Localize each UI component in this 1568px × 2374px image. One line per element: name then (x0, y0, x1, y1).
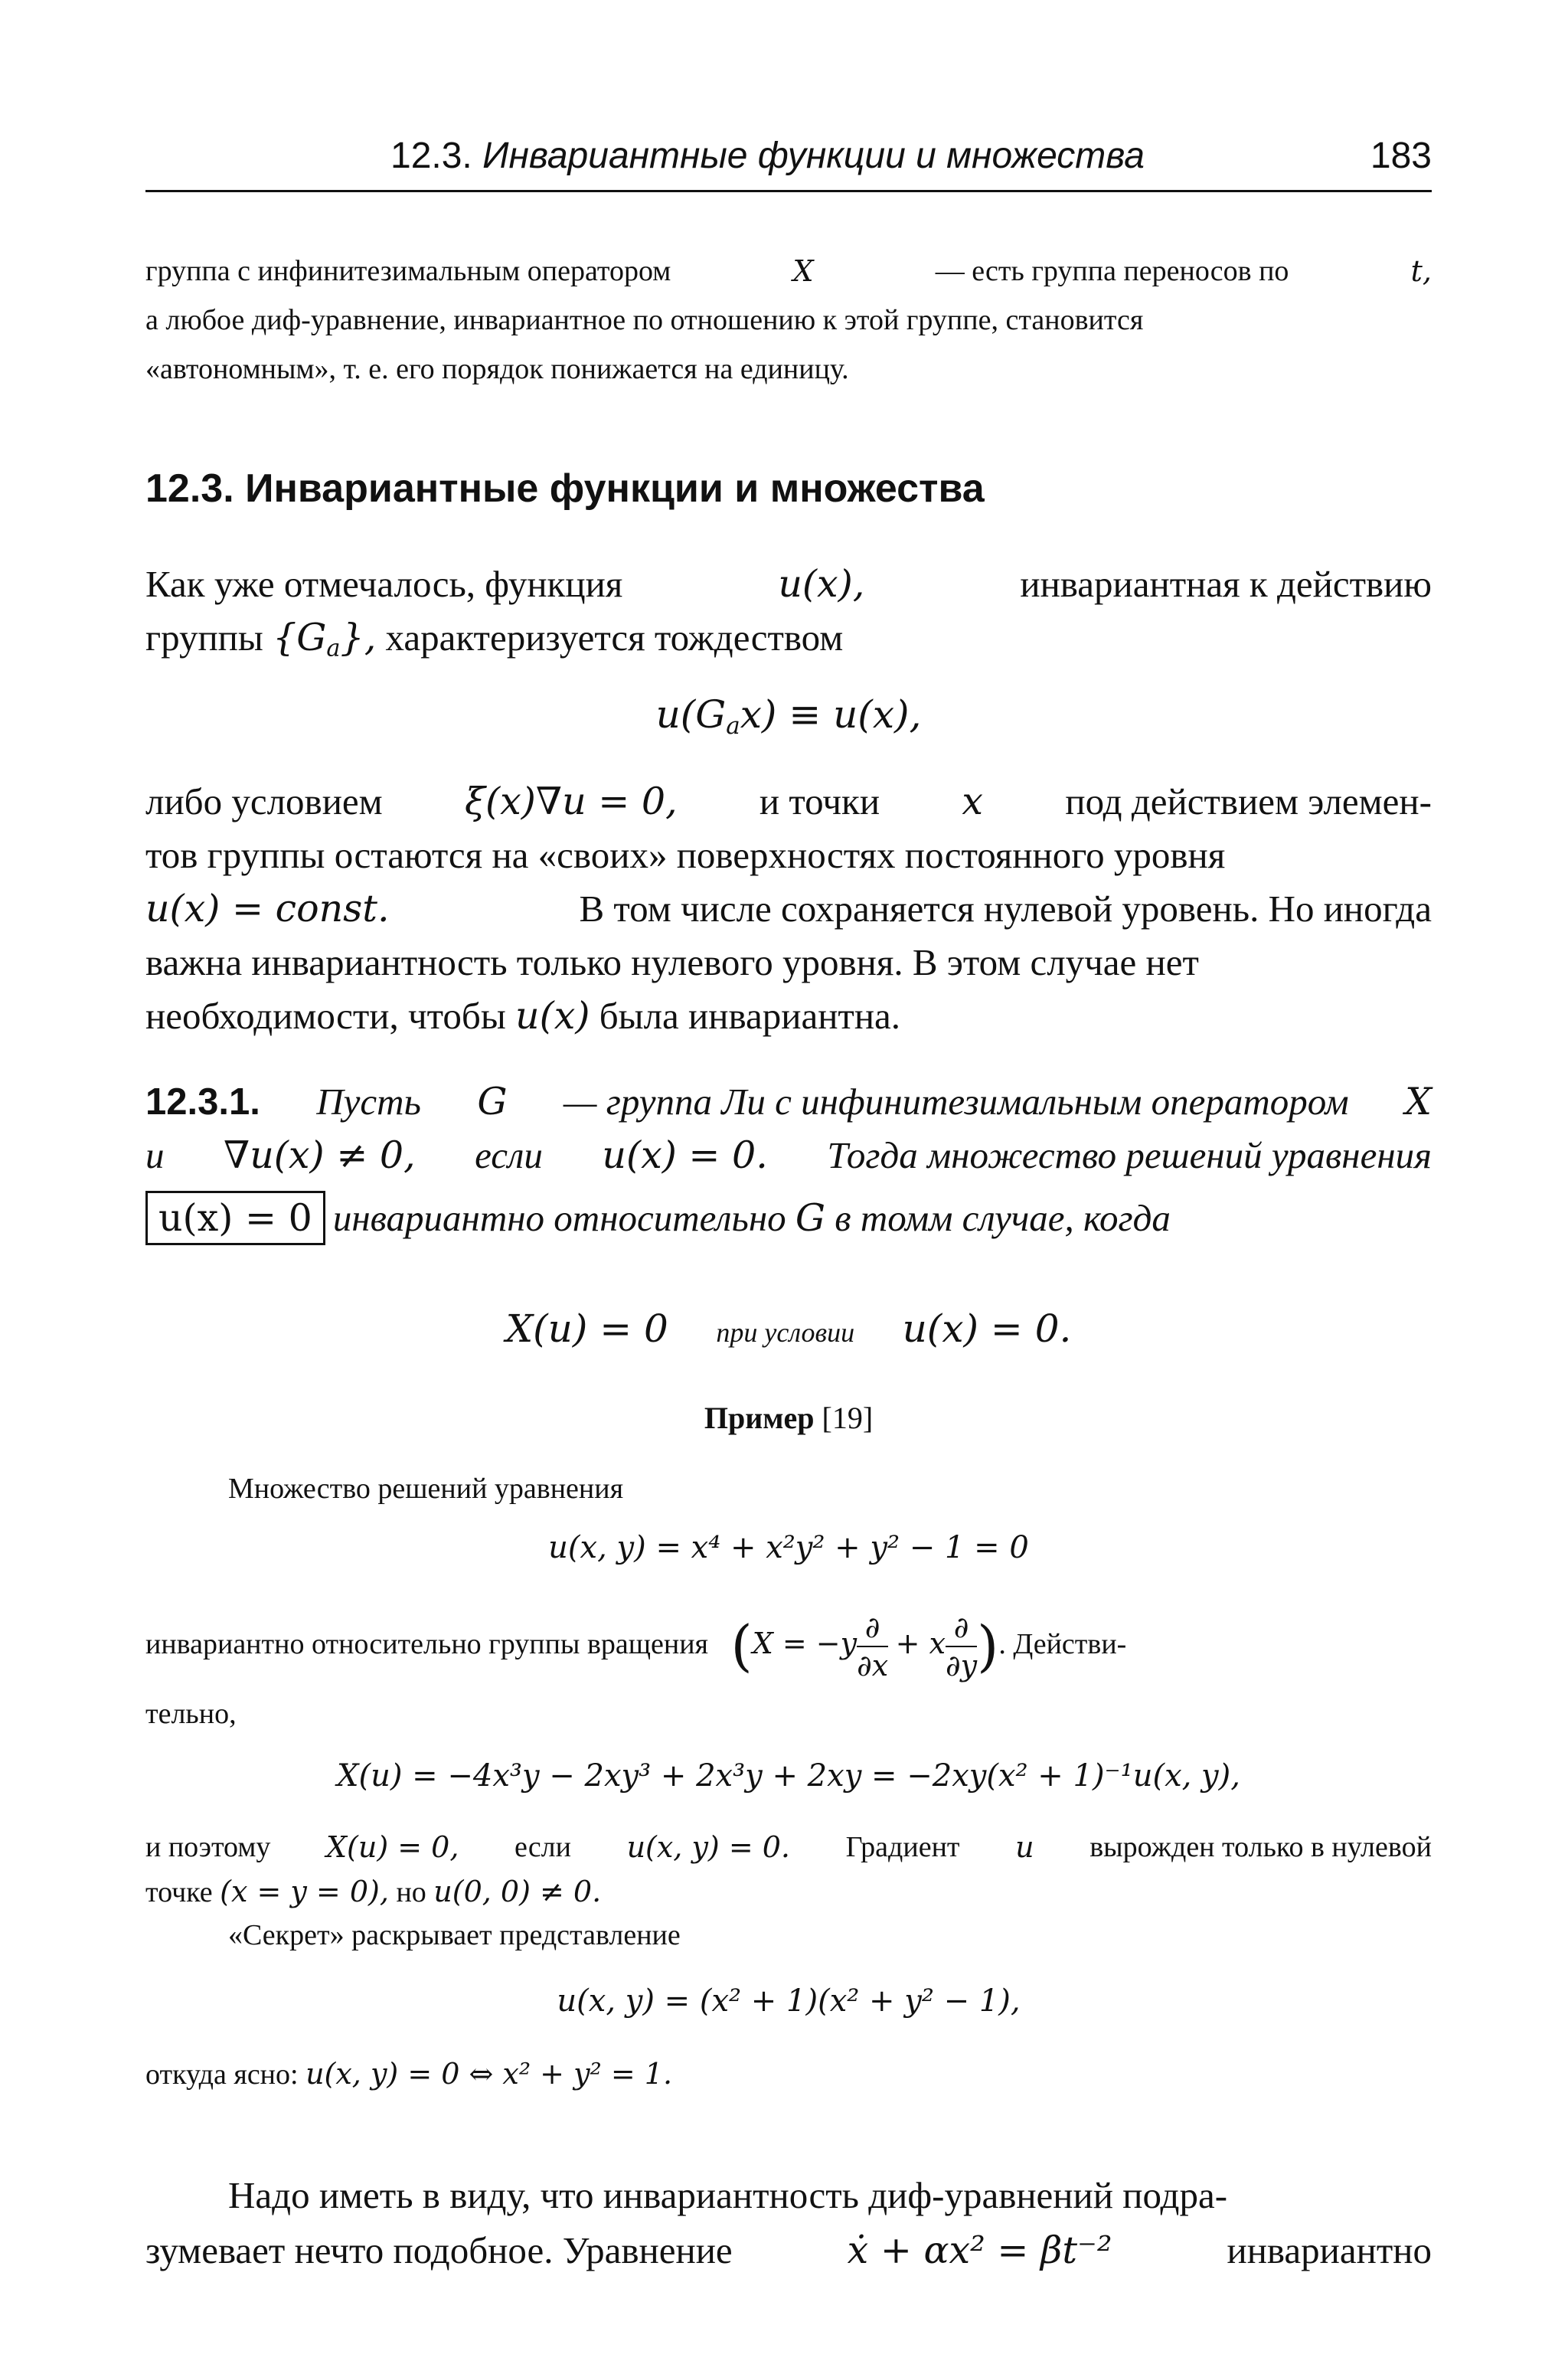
theorem-12-3-1 (145, 1075, 1432, 1245)
fraction-d-dx: $\frac{\partial}{\partial x}$ (857, 1610, 889, 1683)
closing-line-2: зумевает нечто подобное. Уравнение ẋ + αx² = βt⁻² инвариантно (145, 2228, 1432, 2272)
example-intro: Множество решений уравнения (228, 1473, 624, 1505)
example-equation-1: u(x, y) = x⁴ + x²y² + y² − 1 = 0 (548, 1530, 1029, 1565)
intro-line-2: а любое диф-уравнение, инвариантное по отношению к этой группе, становится (145, 304, 1144, 336)
example-equation-3: u(x, y) = (x² + 1)(x² + y² − 1), (557, 1983, 1021, 2019)
paragraph-invariance-intro (145, 558, 1432, 665)
theorem-line-3: u(x) = 0 инвариантно относительно G в томм случае, когда (145, 1192, 1432, 1245)
fraction-d-dy: $\frac{\partial}{\partial y}$ (946, 1610, 978, 1683)
para1-line-1: Как уже отмечалось, функция u(x), инвариантная к действию (145, 562, 1432, 606)
example-rotation-line: инвариантно относительно группы вращения (X = −y $\frac{\partial}{\partial x}$ + x $\frac{\partial}{\partial y}$ ). Действи- (145, 1610, 1127, 1683)
theorem-number: 12.3.1. (145, 1081, 260, 1123)
example-conclusion: откуда ясно: u(x, y) = 0 ⇔ x² + y² = 1. (145, 2057, 673, 2091)
formula-identity: $u(G_ax) \equiv u(x)$, (655, 692, 922, 740)
running-header-section-title: Инвариантные функции и множества (482, 136, 1145, 176)
theorem-line-1: 12.3.1. Пусть G — группа Ли с инфинитезимальным оператором X (145, 1075, 1432, 1129)
example-equation-2: X(u) = −4x³y − 2xy³ + 2x³y + 2xy = −2xy(x² + 1)⁻¹u(x, y), (337, 1758, 1240, 1794)
para2-line-4: важна инвариантность только нулевого уровня. В этом случае нет (145, 941, 1199, 983)
closing-line-1: Надо иметь в виду, что инвариантность диф-уравнений подра- (228, 2174, 1228, 2216)
para2-line-2: тов группы остаются на «своих» поверхностях постоянного уровня (145, 834, 1226, 876)
running-header-section-number: 12.3. (390, 136, 472, 176)
para1-line-2: группы $\{G_a\}$, характеризуется тождеством (145, 616, 844, 662)
paragraph-level-sets (145, 775, 1432, 1043)
page-number: 183 (1370, 136, 1432, 176)
boxed-equation: u(x) = 0 (145, 1191, 325, 1245)
para2-line-1: либо условием ξ(x)∇u = 0, и точки x под действием элемен- (145, 780, 1432, 823)
theorem-line-2: и ∇u(x) ≠ 0, если u(x) = 0. Тогда множество решений уравнения (145, 1133, 1432, 1177)
example-line-tel: тельно, (145, 1698, 237, 1730)
para2-line-3: u(x) = const. В том числе сохраняется нулевой уровень. Но иногда (145, 887, 1432, 930)
running-header-title (390, 135, 1145, 177)
example-paragraph-gradient: и поэтому X(u) = 0, если u(x, y) = 0. Градиент u вырожден только в нулевой точке (x = y = 0), но u(0, 0) ≠ 0. «Секрет» раскрывает представление (145, 1830, 1432, 1951)
example-ref: [19] (822, 1401, 874, 1435)
example-title: Пример (704, 1401, 815, 1435)
intro-line-1: группа с инфинитезимальным оператором X — есть группа переносов по t, (145, 254, 1432, 288)
section-heading: 12.3. Инвариантные функции и множества (145, 466, 985, 511)
example-heading (145, 1400, 1432, 1436)
header-rule (145, 190, 1432, 192)
theorem-condition: X(u) = 0 при условии u(x) = 0. (505, 1306, 1072, 1351)
intro-paragraph (145, 247, 1432, 394)
running-header (145, 135, 1432, 188)
para2-line-5: необходимости, чтобы u(x) была инвариантна. (145, 994, 901, 1038)
intro-line-3: «автономным», т. е. его порядок понижается на единицу. (145, 353, 849, 385)
